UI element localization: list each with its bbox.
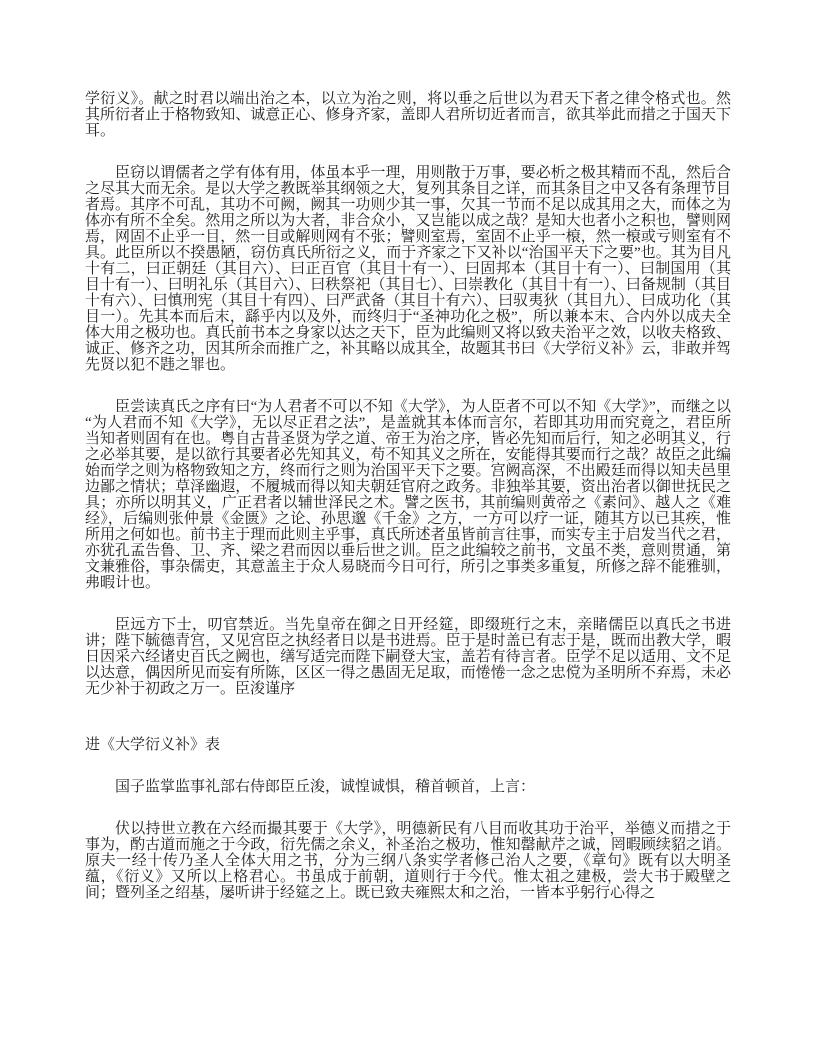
- paragraph: 臣尝读真氏之序有曰“为人君者不可以不知《大学》，为人臣者不可以不知《大学》”，而继之以“为人君而不知《大学》，无以尽正君之法”，是盖就其本体而言尔，若即其功用而究竟之，君臣所当知者则固有在也。粤自古昔圣贤为学之道、帝王为治之序，皆必先知而后行，知之必明其义，行之必举其要，是以欲行其要者必先知其义，苟不知其义之所在，安能得其要而行之哉？故臣之此编始而学之则为格物致知之方，终而行之则为治国平天下之要。宫阙高深，不出殿廷而得以知夫邑里边鄙之情状；草泽幽遐，不履城而得以知夫朝廷官府之政务。非独举其要，资出治者以御世抚民之具；亦所以明其义，广正君者以辅世泽民之术。譬之医书，其前编则黄帝之《素问》、越人之《难经》，后编则张仲景《金匮》之论、孙思邈《千金》之方，一方可以疗一证，随其方以已其疾，惟所用之何如也。前书主于理而此则主乎事，真氏所述者虽皆前言往事，而实专主于启发当代之君，亦犹孔孟告鲁、卫、齐、梁之君而因以垂后世之训。臣之此编较之前书，文虽不类，意则贯通，第文兼雅俗，事杂儒吏，其意盖主于众人易晓而今日可行，所引之事类多重复，所修之辞不能雅驯，弗暇计也。: [85, 399, 731, 591]
- paragraph: 臣远方下士，叨官禁近。当先皇帝在御之日开经筵，即缀班行之末，亲睹儒臣以真氏之书进讲；陛下毓德青宫，又见宫臣之执经者日以是书进焉。臣于是时盖已有志于是，既而出教大学，暇日因采六经诸史百氏之阙也，缮写适完而陛下嗣登大宝，盖若有待言者。臣学不足以适用、文不足以达意，偶因所见而妄有所陈，区区一得之愚固无足取，而惓惓一念之忠傥为圣明所不弃焉，未必无少补于初政之万一。臣浚谨序: [85, 617, 731, 697]
- paragraph: 臣窃以谓儒者之学有体有用，体虽本乎一理，用则散于万事，要必析之极其精而不乱，然后合之尽其大而无余。是以大学之教既举其纲领之大，复列其条目之详，而其条目之中又各有条理节目者焉。其序不可乱，其功不可阙，阙其一功则少其一事，欠其一节而不足以成其用之大，而体之为体亦有所不全矣。然用之所以为大者，非合众小，又岂能以成之哉？是知大也者小之积也，譬则网焉，网固不止乎一目，然一目或解则网有不张；譬则室焉，室固不止乎一榱，然一榱或亏则室有不具。此臣所以不揆愚陋，窃仿真氏所衍之义，而于齐家之下又补以“治国平天下之要”也。其为目凡十有二，曰正朝廷（其目六）、曰正百官（其目十有一）、曰固邦本（其目十有一）、曰制国用（其目十有一）、曰明礼乐（其目六）、曰秩祭祀（其目七）、曰崇教化（其目十有一）、曰备规制（其目十有六）、曰慎刑宪（其目十有四）、曰严武备（其目十有六）、曰驭夷狄（其目九）、曰成功化（其目一）。先其本而后末，繇乎内以及外，而终归于“圣神功化之极”，所以兼本末、合内外以成夫全体大用之极功也。真氏前书本之身家以达之天下，臣为此编则又将以致夫治平之效，以收夫格致、诚正、修齐之功，因其所余而推广之，补其略以成其全，故题其书曰《大学衍义补》云，非敢并驾先贤以犯不韪之罪也。: [85, 165, 731, 373]
- text-block: [85, 91, 731, 901]
- paragraph: 学衍义》。献之时君以端出治之本，以立为治之则，将以垂之后世以为君天下者之律令格式也。然其所衍者止于格物致知、诚意正心、修身齐家，盖即人君所切近者而言，欲其举此而措之于国天下耳。: [85, 91, 731, 139]
- paragraph: 国子监掌监事礼部右侍郎臣丘浚，诚惶诚惧，稽首顿首，上言：: [115, 779, 536, 795]
- paragraph: 伏以持世立教在六经而撮其要于《大学》，明德新民有八目而收其功于治平，举德义而措之于事为，酌古道而施之于今政，衍先儒之余义，补圣治之极功，惟知罄献芹之诚，罔暇顾续貂之诮。原夫一经十传乃圣人全体大用之书，分为三纲八条实学者修己治人之要，《章句》既有以大明圣蕴，《衍义》又所以上格君心。书虽成于前朝，道则行于今代。惟太祖之建极，尝大书于殿壁之间；暨列圣之绍基，屡听讲于经筵之上。既已致夫雍熙太和之治，一皆本乎躬行心得之: [85, 821, 731, 901]
- section-heading: 进《大学衍义补》表: [85, 737, 221, 753]
